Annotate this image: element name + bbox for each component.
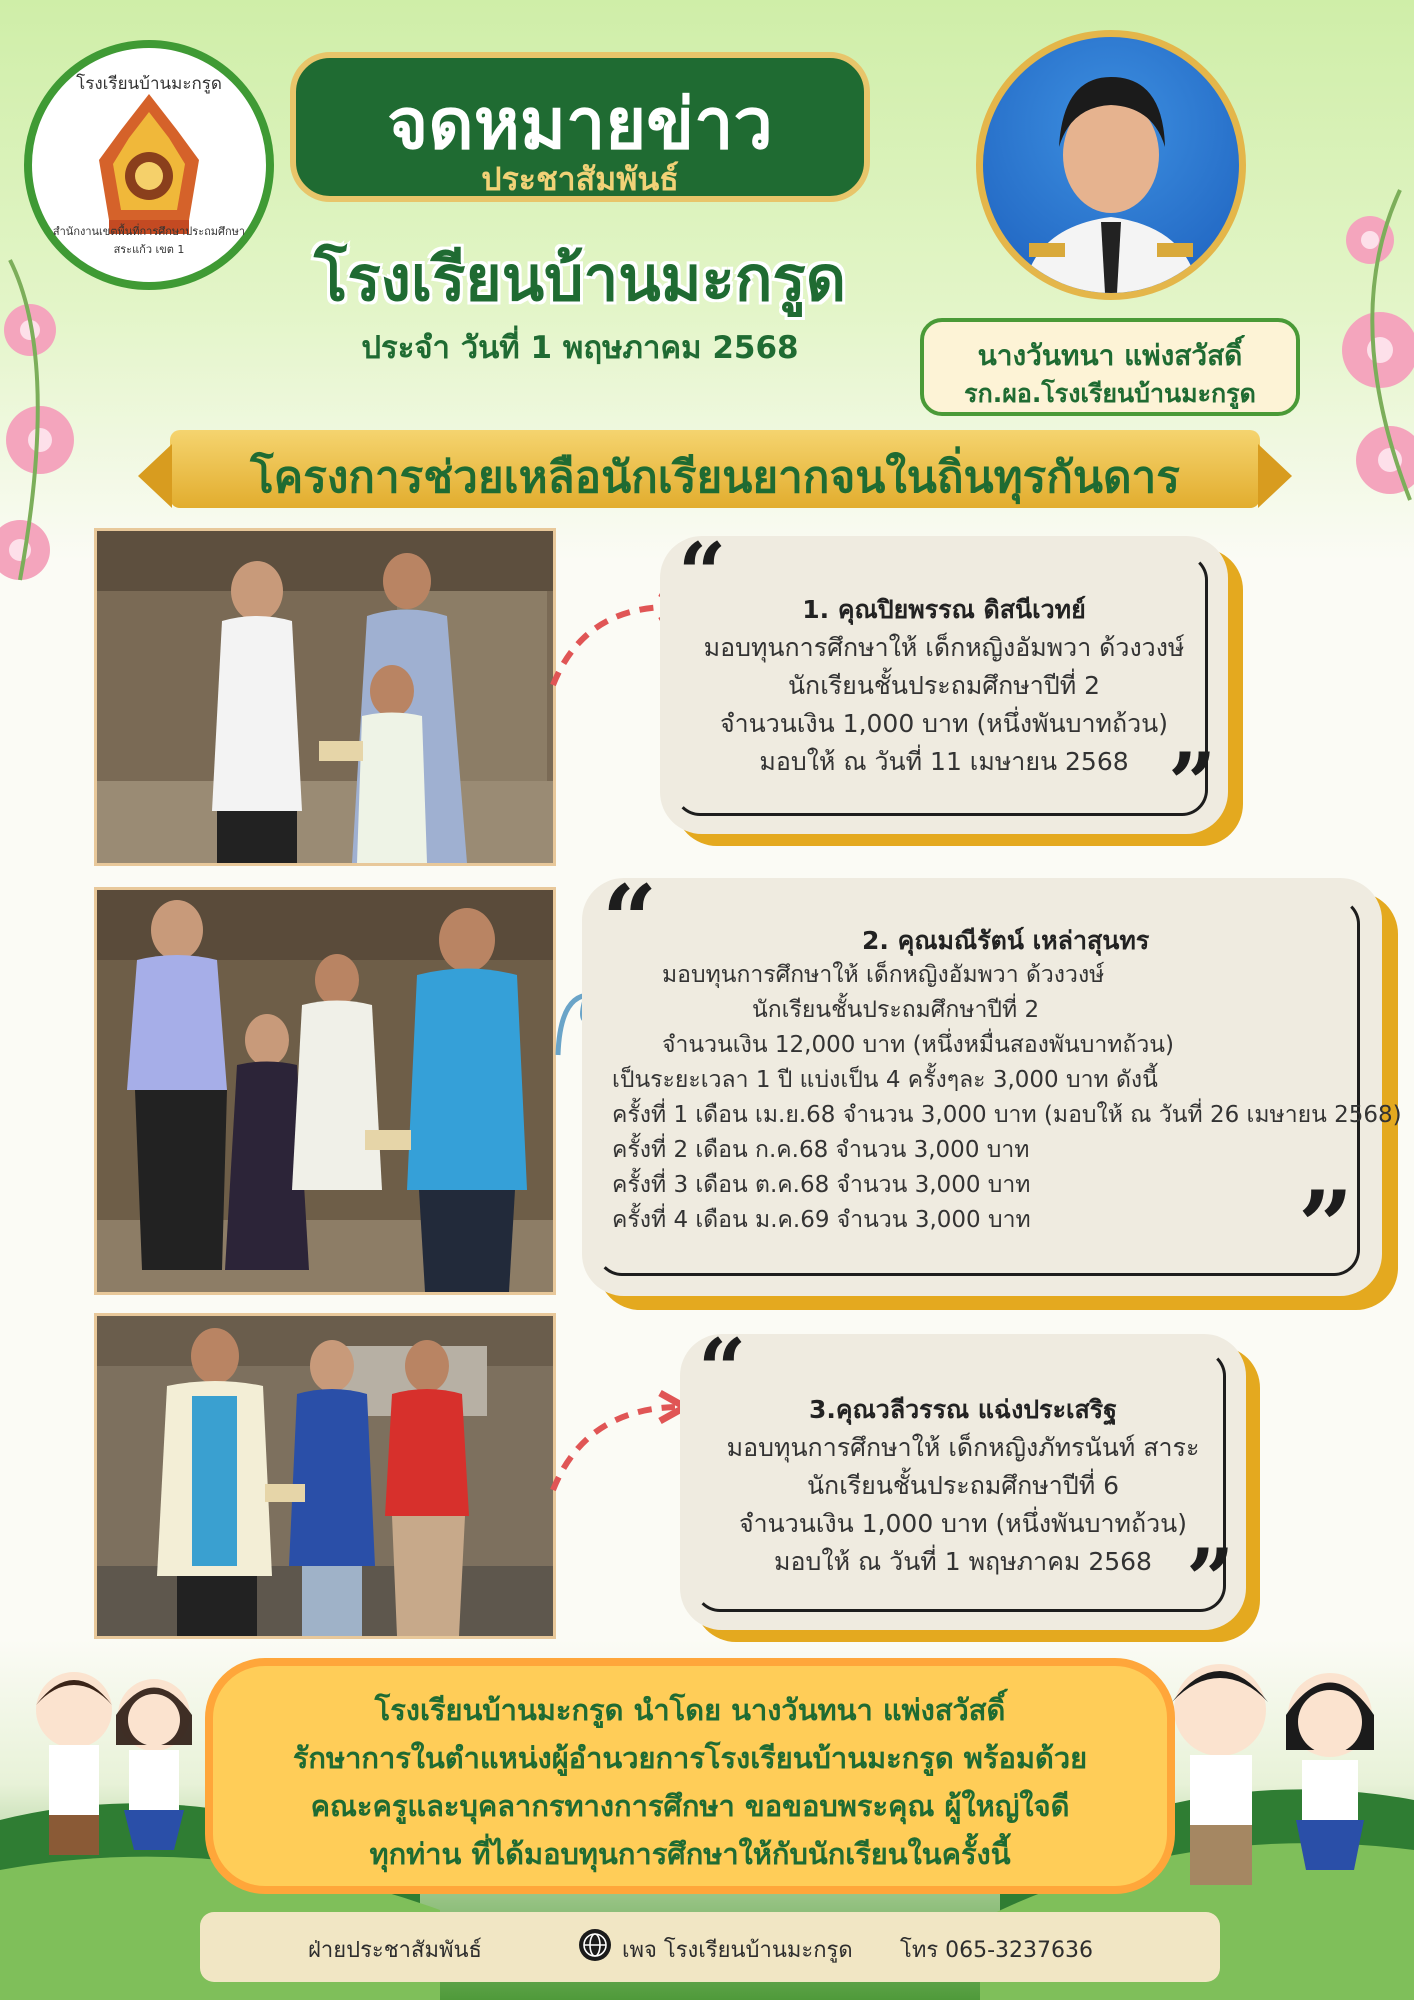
kids-illustration-right [1150,1640,1390,1890]
card-1-line: มอบให้ ณ วันที่ 11 เมษายน 2568 [759,747,1129,776]
donation-card-1 [660,524,1228,834]
card-2-line: ครั้งที่ 2 เดือน ก.ค.68 จำนวน 3,000 บาท [612,1137,1030,1163]
card-3-line: นักเรียนชั้นประถมศึกษาปีที่ 6 [806,1471,1120,1500]
newsletter-subtitle: ประชาสัมพันธ์ [481,160,679,198]
donation-card-3 [680,1320,1246,1630]
card-1-line: จำนวนเงิน 1,000 บาท (หนึ่งพันบาทถ้วน) [719,709,1169,738]
close-quote-icon: ” [1168,734,1217,833]
project-title: โครงการช่วยเหลือนักเรียนยากจนในถิ่นทุรกันดาร [250,452,1180,503]
card-2-line: ครั้งที่ 1 เดือน เม.ย.68 จำนวน 3,000 บาท (มอบให้ ณ วันที่ 26 เมษายน 2568) [612,1102,1402,1128]
card-3-title: 3.คุณวลีวรรณ แฉ่งประเสริฐ [808,1395,1118,1424]
logo-top-text: โรงเรียนบ้านมะกรูด [76,74,222,94]
donation-photo-3 [94,1313,556,1639]
school-name: โรงเรียนบ้านมะกรูด [314,242,846,315]
footer-phone: โทร 065-3237636 [900,1938,1094,1963]
director-name: นางวันทนา แพ่งสวัสดิ์ [977,339,1243,372]
thank-you-line: รักษาการในตำแหน่งผู้อำนวยการโรงเรียนบ้านมะกรูด พร้อมด้วย [292,1741,1088,1775]
card-2-line: ครั้งที่ 3 เดือน ต.ค.68 จำนวน 3,000 บาท [612,1172,1031,1198]
globe-icon [578,1928,612,1962]
kids-illustration-left [24,1650,204,1880]
donation-photo-1 [94,528,556,866]
open-quote-icon: “ [678,524,727,623]
director-title: รก.ผอ.โรงเรียนบ้านมะกรูด [964,379,1256,408]
thank-you-message [205,1658,1175,1894]
emblem-icon [89,90,209,240]
card-2-text [612,923,1402,1238]
school-logo [24,40,274,290]
footer-facebook-page[interactable]: เพจ โรงเรียนบ้านมะกรูด [622,1938,853,1963]
card-1-title: 1. คุณปิยพรรณ ดิสนีเวทย์ [802,595,1086,624]
close-quote-icon: ” [1186,1530,1235,1629]
card-3-line: มอบให้ ณ วันที่ 1 พฤษภาคม 2568 [774,1547,1152,1576]
open-quote-icon: “ [698,1320,747,1419]
issue-date: ประจำ วันที่ 1 พฤษภาคม 2568 [361,330,799,366]
open-quote-icon: “ [602,864,658,977]
flower-decoration-right [1300,180,1414,510]
footer-department: ฝ่ายประชาสัมพันธ์ [308,1938,482,1963]
footer-bar [200,1912,1220,1982]
card-1-line: มอบทุนการศึกษาให้ เด็กหญิงอัมพวา ด้วงวงษ์ [703,633,1185,662]
thank-you-line: คณะครูและบุคลากรทางการศึกษา ขอขอบพระคุณ ผู้ใหญ่ใจดี [310,1789,1070,1823]
card-2-line: จำนวนเงิน 12,000 บาท (หนึ่งหมื่นสองพันบาทถ้วน) [662,1032,1174,1058]
thank-you-line: โรงเรียนบ้านมะกรูด นำโดย นางวันทนา แพ่งสวัสดิ์ [374,1693,1006,1727]
card-1-text [670,591,1218,781]
card-3-text [690,1391,1236,1581]
newsletter-title: จดหมายข่าว [387,83,773,165]
donation-card-2 [582,864,1402,1296]
project-ribbon [170,430,1260,508]
thank-you-line: ทุกท่าน ที่ได้มอบทุนการศึกษาให้กับนักเรียนในครั้งนี้ [369,1837,1011,1871]
card-2-title: 2. คุณมณีรัตน์ เหล่าสุนทร [862,926,1150,955]
card-3-line: จำนวนเงิน 1,000 บาท (หนึ่งพันบาทถ้วน) [738,1509,1188,1538]
card-2-line: มอบทุนการศึกษาให้ เด็กหญิงอัมพวา ด้วงวงษ์ [662,962,1105,988]
director-portrait [976,30,1246,300]
director-name-plate [920,318,1300,416]
card-2-line: นักเรียนชั้นประถมศึกษาปีที่ 2 [752,997,1040,1023]
card-2-line: ครั้งที่ 4 เดือน ม.ค.69 จำนวน 3,000 บาท [612,1207,1031,1233]
card-3-line: มอบทุนการศึกษาให้ เด็กหญิงภัทรนันท์ สาระ [726,1433,1200,1462]
logo-bottom-text: สำนักงานเขตพื้นที่การศึกษาประถมศึกษาสระแก้ว เขต 1 [52,225,246,256]
card-2-line: เป็นระยะเวลา 1 ปี แบ่งเป็น 4 ครั้งๆละ 3,000 บาท ดังนี้ [612,1067,1158,1093]
donation-photo-2 [94,887,556,1295]
close-quote-icon: ” [1298,1170,1354,1283]
card-1-line: นักเรียนชั้นประถมศึกษาปีที่ 2 [787,671,1101,700]
newsletter-banner [290,52,870,202]
